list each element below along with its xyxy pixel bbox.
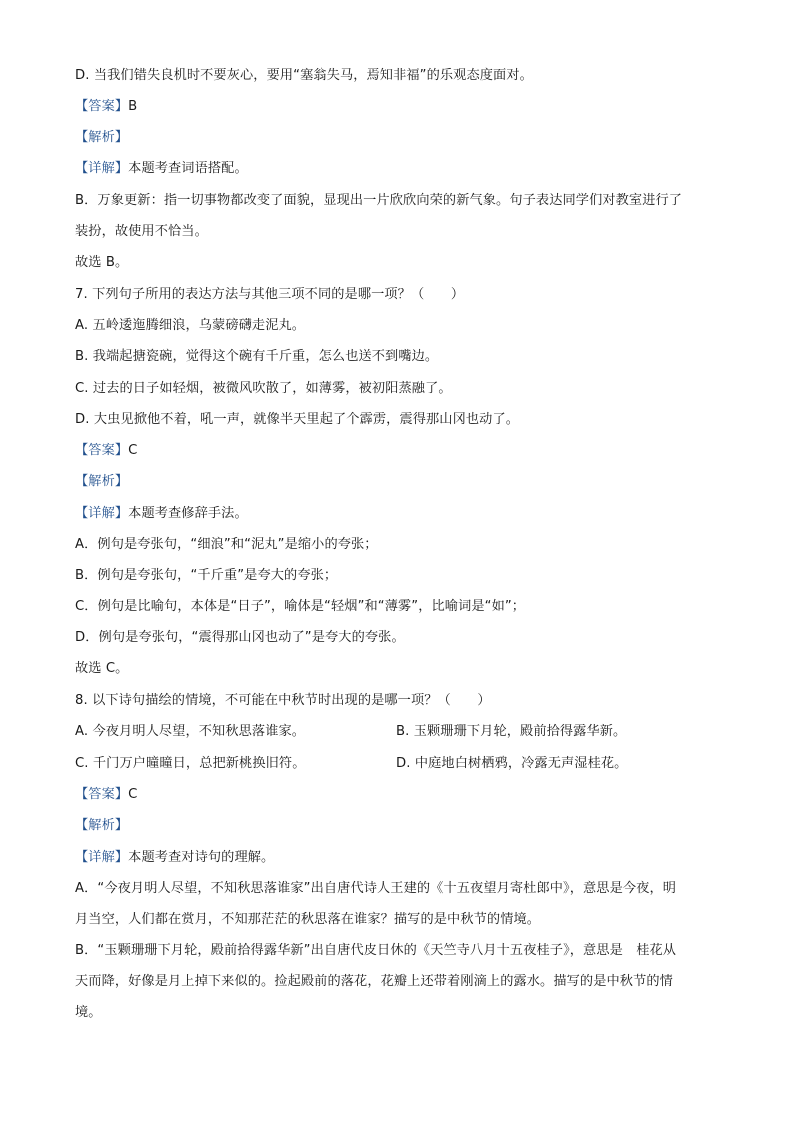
explanation-line: 境。 [75, 1005, 102, 1020]
detail-tag: 【详解】 [75, 506, 129, 521]
explanation-line: A．例句是夸张句，“细浪”和“泥丸”是缩小的夸张； [75, 537, 378, 552]
explanation-line: B．例句是夸张句，“千斤重”是夸大的夸张； [75, 568, 338, 583]
explanation-line: 装扮，故使用不恰当。 [75, 224, 208, 239]
answer-value: C [128, 443, 138, 458]
question-8-stem: 8. 以下诗句描绘的情境，不可能在中秋节时出现的是哪一项？（ ） [75, 693, 491, 708]
answer-tag: 【答案】 [75, 99, 129, 114]
detail-line [75, 848, 274, 868]
analysis-line [75, 816, 128, 836]
conclusion-line: 故选 B。 [75, 255, 129, 270]
answer-tag: 【答案】 [75, 443, 129, 458]
analysis-tag: 【解析】 [75, 130, 129, 145]
explanation-line: 天而降，好像是月上掉下来似的。捡起殿前的落花，花瓣上还带着刚滴上的露水。描写的是中秋节的情 [75, 974, 673, 989]
answer-tag: 【答案】 [75, 787, 129, 802]
question-8-option-d: D. 中庭地白树栖鸦，冷露无声湿桂花。 [396, 756, 628, 771]
question-7-option-d: D. 大虫见掀他不着，吼一声，就像半天里起了个霹雳，震得那山冈也动了。 [75, 412, 520, 427]
explanation-line: A．“今夜月明人尽望，不知秋思落谁家”出自唐代诗人王建的《十五夜望月寄杜郎中》，意思是今夜，明 [75, 881, 677, 896]
answer-line [75, 97, 137, 117]
question-8-option-a: A. 今夜月明人尽望，不知秋思落谁家。 [75, 724, 306, 739]
answer-value: C [128, 787, 138, 802]
explanation-line: D．例句是夸张句，“震得那山冈也动了”是夸大的夸张。 [75, 630, 405, 645]
analysis-tag: 【解析】 [75, 474, 129, 489]
detail-tag: 【详解】 [75, 161, 129, 176]
answer-value: B [128, 99, 138, 114]
analysis-line [75, 128, 128, 148]
analysis-tag: 【解析】 [75, 818, 129, 833]
question-7-stem: 7. 下列句子所用的表达方法与其他三项不同的是哪一项？（ ） [75, 287, 465, 302]
question-8-option-b: B. 玉颗珊珊下月轮，殿前拾得露华新。 [396, 724, 627, 739]
question-7-option-a: A. 五岭逶迤腾细浪，乌蒙磅礴走泥丸。 [75, 318, 306, 333]
explanation-line: 月当空，人们都在赏月，不知那茫茫的秋思落在谁家？描写的是中秋节的情境。 [75, 912, 541, 927]
explanation-line: C．例句是比喻句，本体是“日子”，喻体是“轻烟”和“薄雾”，比喻词是“如”； [75, 599, 526, 614]
detail-line [75, 159, 248, 179]
question-7-option-c: C. 过去的日子如轻烟，被微风吹散了，如薄雾，被初阳蒸融了。 [75, 381, 452, 396]
answer-line [75, 441, 137, 461]
analysis-line [75, 472, 128, 492]
answer-line [75, 785, 137, 805]
detail-text: 本题考查修辞手法。 [128, 506, 248, 521]
detail-text: 本题考查对诗句的理解。 [128, 850, 275, 865]
explanation-line: B．“玉颗珊珊下月轮，殿前拾得露华新”出自唐代皮日休的《天竺寺八月十五夜桂子》，意思是 桂花从 [75, 943, 677, 958]
detail-tag: 【详解】 [75, 850, 129, 865]
detail-text: 本题考查词语搭配。 [128, 161, 248, 176]
option-d-line: D. 当我们错失良机时不要灰心，要用“塞翁失马，焉知非福”的乐观态度面对。 [75, 68, 533, 83]
detail-line [75, 504, 248, 524]
explanation-line: B．万象更新：指一切事物都改变了面貌，显现出一片欣欣向荣的新气象。句子表达同学们对教室进行了 [75, 193, 683, 208]
question-8-option-c: C. 千门万户曈曈日，总把新桃换旧符。 [75, 756, 306, 771]
conclusion-line: 故选 C。 [75, 661, 129, 676]
question-7-option-b: B. 我端起搪瓷碗，觉得这个碗有千斤重，怎么也送不到嘴边。 [75, 349, 439, 364]
